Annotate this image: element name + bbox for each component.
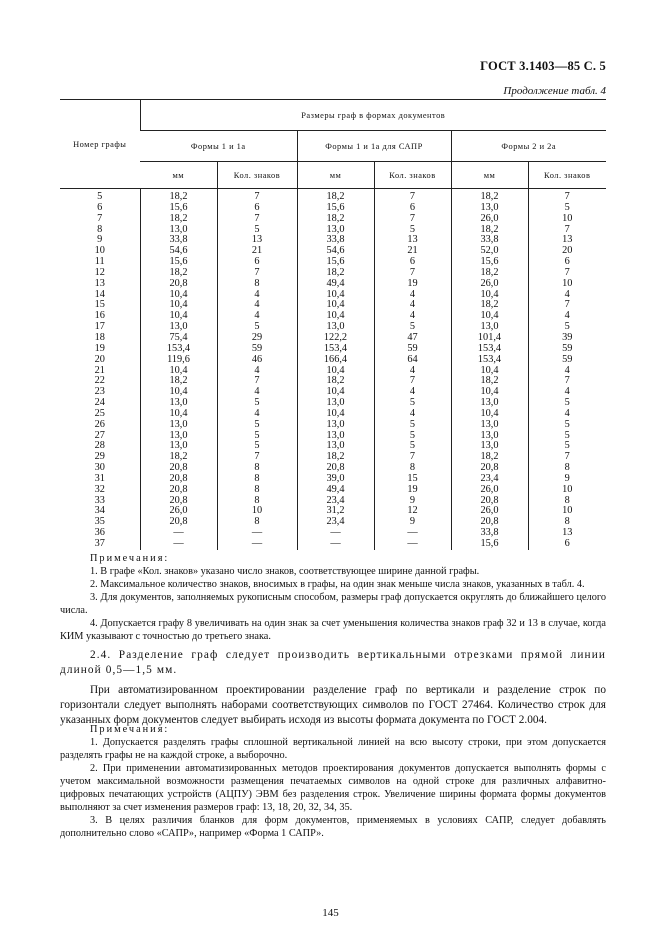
cell-sapr-mm: 49,4 — [297, 279, 374, 290]
cell-form2-mm: 18,2 — [451, 452, 528, 463]
cell-form2-mm: 101,4 — [451, 333, 528, 344]
notes-title: Примечания: — [90, 724, 170, 735]
cell-form2-chars: 8 — [528, 496, 606, 507]
cell-form1-mm: 20,8 — [140, 485, 217, 496]
table-row — [60, 539, 606, 550]
cell-sapr-chars: 7 — [374, 268, 451, 279]
cell-sapr-chars: 5 — [374, 225, 451, 236]
cell-form1-chars: 8 — [217, 485, 297, 496]
cell-form1-chars: 4 — [217, 409, 297, 420]
cell-number: 23 — [94, 386, 105, 398]
cell-sapr-mm: — — [297, 528, 374, 539]
cell-form2-mm: 20,8 — [451, 517, 528, 528]
cell-number: 8 — [97, 223, 103, 235]
cell-number: 19 — [94, 342, 105, 354]
cell-form2-mm: 18,2 — [451, 268, 528, 279]
cell-sapr-chars: 5 — [374, 431, 451, 442]
cell-form1-chars: 4 — [217, 366, 297, 377]
cell-sapr-mm: 10,4 — [297, 387, 374, 398]
table-continuation-label: Продолжение табл. 4 — [503, 85, 606, 97]
cell-sapr-mm: 10,4 — [297, 311, 374, 322]
cell-number: 9 — [97, 234, 103, 246]
cell-form2-mm: 13,0 — [451, 441, 528, 452]
header-form-2: Формы 2 и 2а — [451, 131, 606, 162]
cell-form2-chars: 7 — [528, 268, 606, 279]
cell-number: 36 — [94, 527, 105, 539]
cell-form1-chars: 4 — [217, 290, 297, 301]
cell-sapr-chars: 4 — [374, 311, 451, 322]
header-unit-chars: Кол. знаков — [217, 162, 297, 189]
cell-form2-chars: 5 — [528, 431, 606, 442]
cell-form1-chars: 10 — [217, 506, 297, 517]
cell-form1-mm: 75,4 — [140, 333, 217, 344]
cell-form1-chars: 8 — [217, 279, 297, 290]
cell-form1-mm: 10,4 — [140, 409, 217, 420]
cell-form2-chars: 59 — [528, 355, 606, 366]
cell-form1-mm: 10,4 — [140, 387, 217, 398]
cell-form1-mm: 54,6 — [140, 246, 217, 257]
cell-form1-chars: 6 — [217, 203, 297, 214]
cell-number: 18 — [94, 331, 105, 343]
cell-form1-chars: 59 — [217, 344, 297, 355]
table-row — [60, 214, 606, 225]
cell-form2-mm: 15,6 — [451, 539, 528, 550]
cell-sapr-mm: 13,0 — [297, 398, 374, 409]
cell-form1-mm: 15,6 — [140, 257, 217, 268]
notes-block-1 — [60, 552, 606, 643]
cell-number: 37 — [94, 538, 105, 549]
cell-form1-chars: 7 — [217, 214, 297, 225]
note-item: 4. Допускается графу 8 увеличивать на один знак за счет уменьшения количества знаков граф 32 и 13 в случае, когда КИМ указывают с точностью до третьего знака. — [60, 618, 606, 642]
cell-sapr-chars: 13 — [374, 235, 451, 246]
cell-sapr-chars: 9 — [374, 517, 451, 528]
cell-form2-mm: 13,0 — [451, 420, 528, 431]
cell-form1-chars: 4 — [217, 387, 297, 398]
cell-form1-chars: 5 — [217, 225, 297, 236]
cell-number: 30 — [94, 462, 105, 474]
cell-form2-chars: 7 — [528, 376, 606, 387]
table-row — [60, 189, 606, 203]
cell-form2-chars: 5 — [528, 398, 606, 409]
cell-sapr-chars: 4 — [374, 387, 451, 398]
cell-sapr-chars: 9 — [374, 496, 451, 507]
cell-sapr-chars: 21 — [374, 246, 451, 257]
cell-form2-mm: 13,0 — [451, 203, 528, 214]
cell-number: 20 — [94, 353, 105, 365]
cell-form2-mm: 23,4 — [451, 474, 528, 485]
cell-form2-chars: 7 — [528, 300, 606, 311]
cell-form1-mm: 119,6 — [140, 355, 217, 366]
paragraph-2-4: 2.4. Разделение граф следует производить вертикальными отрезками прямой линии длиной 0,5—1,5 мм. — [60, 649, 606, 676]
cell-form1-mm: 18,2 — [140, 189, 217, 203]
cell-form1-chars: 7 — [217, 376, 297, 387]
cell-number: 28 — [94, 440, 105, 452]
cell-form2-mm: 13,0 — [451, 431, 528, 442]
cell-form2-chars: 20 — [528, 246, 606, 257]
cell-sapr-chars: 7 — [374, 452, 451, 463]
paragraph-automation: При автоматизированном проектировании разделение граф по вертикали и разделение строк по горизонтали следует выполнять наборами соответствующих символов по ГОСТ 27464. Количество строк для указанных форм документов следует выбирать исходя из высоты формата документа по ГОСТ 2.004. — [60, 684, 606, 726]
cell-form2-mm: 10,4 — [451, 311, 528, 322]
cell-number: 31 — [94, 472, 105, 484]
cell-sapr-chars: 6 — [374, 257, 451, 268]
note-item: 3. Для документов, заполняемых рукописным способом, размеры граф допускается округлять до ближайшего целого числа. — [60, 592, 606, 616]
cell-form2-chars: 10 — [528, 214, 606, 225]
cell-sapr-mm: 23,4 — [297, 517, 374, 528]
cell-form1-chars: 8 — [217, 496, 297, 507]
cell-form1-chars: 4 — [217, 300, 297, 311]
cell-sapr-mm: 13,0 — [297, 225, 374, 236]
cell-form2-chars: 6 — [528, 257, 606, 268]
cell-number: 22 — [94, 375, 105, 387]
cell-sapr-mm: 13,0 — [297, 322, 374, 333]
cell-form2-chars: 8 — [528, 517, 606, 528]
cell-number: 12 — [94, 266, 105, 278]
cell-form1-chars: — — [217, 528, 297, 539]
header-unit-mm: мм — [451, 162, 528, 189]
cell-form2-mm: 10,4 — [451, 290, 528, 301]
cell-form2-mm: 10,4 — [451, 387, 528, 398]
cell-number: 33 — [94, 494, 105, 506]
cell-sapr-mm: 13,0 — [297, 420, 374, 431]
cell-sapr-mm: 166,4 — [297, 355, 374, 366]
cell-form1-mm: 10,4 — [140, 366, 217, 377]
cell-sapr-mm: 18,2 — [297, 268, 374, 279]
cell-form1-mm: 13,0 — [140, 431, 217, 442]
cell-form1-mm: 20,8 — [140, 279, 217, 290]
cell-sapr-mm: 15,6 — [297, 203, 374, 214]
cell-form2-mm: 26,0 — [451, 506, 528, 517]
cell-sapr-mm: 23,4 — [297, 496, 374, 507]
cell-number: 21 — [94, 364, 105, 376]
cell-sapr-chars: 4 — [374, 290, 451, 301]
cell-sapr-mm: 153,4 — [297, 344, 374, 355]
cell-number: 26 — [94, 418, 105, 430]
cell-form2-mm: 26,0 — [451, 279, 528, 290]
cell-form1-mm: 18,2 — [140, 214, 217, 225]
cell-form2-chars: 7 — [528, 189, 606, 203]
notes-block-2 — [60, 723, 606, 840]
cell-sapr-mm: 31,2 — [297, 506, 374, 517]
cell-form2-chars: 4 — [528, 409, 606, 420]
cell-sapr-mm: 49,4 — [297, 485, 374, 496]
cell-sapr-mm: 18,2 — [297, 376, 374, 387]
cell-sapr-chars: 7 — [374, 376, 451, 387]
cell-form2-chars: 13 — [528, 528, 606, 539]
cell-sapr-chars: 15 — [374, 474, 451, 485]
cell-form2-mm: 13,0 — [451, 322, 528, 333]
cell-form1-mm: 15,6 — [140, 203, 217, 214]
cell-number: 5 — [97, 191, 103, 202]
cell-sapr-chars: 5 — [374, 420, 451, 431]
cell-form2-mm: 15,6 — [451, 257, 528, 268]
cell-sapr-chars: 47 — [374, 333, 451, 344]
cell-number: 29 — [94, 451, 105, 463]
cell-form1-chars: 7 — [217, 452, 297, 463]
cell-sapr-mm: 122,2 — [297, 333, 374, 344]
cell-sapr-mm: 33,8 — [297, 235, 374, 246]
cell-form1-mm: 20,8 — [140, 496, 217, 507]
cell-form1-mm: 20,8 — [140, 517, 217, 528]
cell-sapr-mm: 39,0 — [297, 474, 374, 485]
cell-form1-mm: 10,4 — [140, 300, 217, 311]
cell-form2-chars: 10 — [528, 506, 606, 517]
cell-number: 10 — [94, 245, 105, 257]
cell-form1-mm: 18,2 — [140, 376, 217, 387]
cell-form2-chars: 8 — [528, 463, 606, 474]
cell-form2-mm: 18,2 — [451, 189, 528, 203]
cell-sapr-chars: 7 — [374, 214, 451, 225]
cell-sapr-chars: 5 — [374, 322, 451, 333]
cell-form2-mm: 18,2 — [451, 376, 528, 387]
cell-sapr-mm: 10,4 — [297, 409, 374, 420]
cell-sapr-chars: 64 — [374, 355, 451, 366]
cell-number: 17 — [94, 321, 105, 333]
cell-form1-mm: 13,0 — [140, 225, 217, 236]
cell-form1-mm: 26,0 — [140, 506, 217, 517]
header-unit-mm: мм — [172, 170, 185, 180]
cell-number: 35 — [94, 516, 105, 528]
cell-sapr-chars: — — [374, 539, 451, 550]
cell-form2-chars: 9 — [528, 474, 606, 485]
cell-sapr-chars: 19 — [374, 485, 451, 496]
cell-form1-chars: 5 — [217, 398, 297, 409]
cell-form1-chars: 8 — [217, 517, 297, 528]
cell-form2-mm: 18,2 — [451, 300, 528, 311]
table-body — [60, 189, 606, 550]
cell-form1-chars: — — [217, 539, 297, 550]
cell-sapr-mm: 13,0 — [297, 431, 374, 442]
cell-number: 25 — [94, 407, 105, 419]
cell-form2-chars: 7 — [528, 452, 606, 463]
cell-form1-chars: 5 — [217, 431, 297, 442]
cell-number: 27 — [94, 429, 105, 441]
cell-form2-mm: 153,4 — [451, 355, 528, 366]
table-row — [60, 420, 606, 431]
header-column-number: Номер графы — [60, 100, 140, 189]
cell-form2-mm: 33,8 — [451, 528, 528, 539]
cell-form2-chars: 4 — [528, 366, 606, 377]
header-unit-chars: Кол. знаков — [374, 162, 451, 189]
cell-sapr-mm: 54,6 — [297, 246, 374, 257]
note-item: 1. В графе «Кол. знаков» указано число знаков, соответствующее ширине данной графы. — [90, 566, 480, 577]
table-row — [60, 279, 606, 290]
cell-form1-chars: 13 — [217, 235, 297, 246]
cell-sapr-mm: 18,2 — [297, 452, 374, 463]
cell-form1-mm: — — [140, 528, 217, 539]
cell-form1-mm: 33,8 — [140, 235, 217, 246]
cell-sapr-chars: 19 — [374, 279, 451, 290]
cell-form2-chars: 5 — [528, 203, 606, 214]
cell-form2-chars: 4 — [528, 311, 606, 322]
cell-number: 11 — [94, 256, 105, 268]
cell-form2-mm: 153,4 — [451, 344, 528, 355]
cell-sapr-mm: 10,4 — [297, 290, 374, 301]
header-group-title: Размеры граф в формах документов — [140, 100, 606, 131]
cell-form2-mm: 20,8 — [451, 463, 528, 474]
note-item: 2. Максимальное количество знаков, вносимых в графы, на один знак меньше числа знаков, указанных в табл. 4. — [90, 579, 585, 590]
notes-title: Примечания: — [90, 553, 170, 564]
cell-sapr-chars: 4 — [374, 300, 451, 311]
cell-number: 7 — [97, 212, 103, 224]
cell-form2-mm: 52,0 — [451, 246, 528, 257]
cell-form1-chars: 46 — [217, 355, 297, 366]
page-number: 145 — [322, 907, 339, 919]
cell-form1-chars: 21 — [217, 246, 297, 257]
cell-form1-chars: 5 — [217, 420, 297, 431]
cell-sapr-chars: — — [374, 528, 451, 539]
cell-form2-chars: 6 — [528, 539, 606, 550]
header-form-1: Формы 1 и 1а — [140, 131, 297, 162]
body-text — [60, 648, 606, 728]
cell-form1-mm: 20,8 — [140, 463, 217, 474]
cell-form1-chars: 7 — [217, 189, 297, 203]
cell-form1-chars: 5 — [217, 441, 297, 452]
note-item: 2. При применении автоматизированных методов проектирования документов допускается выполнять формы с учетом максимальной возможности размещения печатаемых символов на одной строке для различных алфавитно-цифровых печатающих устройств (АЦПУ) ЭВМ без разделения строк. Увеличение ширины формата формы документов выполняют за счет изменения размеров граф: 13, 18, 20, 32, 34, 35. — [60, 763, 606, 813]
header-unit-mm: мм — [297, 162, 374, 189]
cell-form1-mm: 10,4 — [140, 290, 217, 301]
cell-form1-mm: 20,8 — [140, 474, 217, 485]
cell-sapr-chars: 8 — [374, 463, 451, 474]
cell-sapr-chars: 4 — [374, 366, 451, 377]
cell-form2-chars: 4 — [528, 387, 606, 398]
cell-sapr-mm: 20,8 — [297, 463, 374, 474]
cell-form2-mm: 26,0 — [451, 485, 528, 496]
cell-form2-chars: 13 — [528, 235, 606, 246]
table-row — [60, 355, 606, 366]
cell-form1-mm: 153,4 — [140, 344, 217, 355]
cell-form1-chars: 5 — [217, 322, 297, 333]
header-unit-chars: Кол. знаков — [528, 162, 606, 189]
cell-sapr-mm: 15,6 — [297, 257, 374, 268]
cell-form2-chars: 5 — [528, 420, 606, 431]
cell-form2-mm: 20,8 — [451, 496, 528, 507]
note-item: 3. В целях различия бланков для форм документов, применяемых в условиях САПР, следует добавлять дополнительно слово «САПР», например «Форма 1 САПР». — [60, 815, 606, 839]
cell-form2-chars: 10 — [528, 279, 606, 290]
cell-sapr-mm: 10,4 — [297, 366, 374, 377]
cell-form1-mm: 18,2 — [140, 452, 217, 463]
cell-form1-mm: 13,0 — [140, 420, 217, 431]
cell-form1-chars: 8 — [217, 474, 297, 485]
cell-form2-chars: 5 — [528, 441, 606, 452]
cell-number: 32 — [94, 483, 105, 495]
cell-sapr-chars: 7 — [374, 189, 451, 203]
cell-form1-mm: 18,2 — [140, 268, 217, 279]
cell-sapr-mm: 10,4 — [297, 300, 374, 311]
cell-sapr-mm: 13,0 — [297, 441, 374, 452]
cell-form1-mm: 13,0 — [140, 398, 217, 409]
header-form-1-sapr: Формы 1 и 1а для САПР — [297, 131, 451, 162]
cell-sapr-chars: 5 — [374, 441, 451, 452]
note-item: 1. Допускается разделять графы сплошной вертикальной линией на всю высоту строки, при этом допускается разделять графы не на каждой строке, а выборочно. — [60, 737, 606, 761]
table-row — [60, 485, 606, 496]
cell-sapr-mm: 18,2 — [297, 189, 374, 203]
cell-form1-chars: 7 — [217, 268, 297, 279]
cell-form2-chars: 10 — [528, 485, 606, 496]
cell-sapr-chars: 5 — [374, 398, 451, 409]
cell-number: 24 — [94, 397, 105, 409]
cell-form1-chars: 8 — [217, 463, 297, 474]
cell-number: 15 — [94, 299, 105, 311]
cell-form2-chars: 39 — [528, 333, 606, 344]
cell-number: 34 — [94, 505, 105, 517]
cell-form2-chars: 4 — [528, 290, 606, 301]
page-header: ГОСТ 3.1403—85 С. 5 — [480, 59, 606, 73]
cell-form2-chars: 5 — [528, 322, 606, 333]
cell-form2-mm: 18,2 — [451, 225, 528, 236]
cell-form2-mm: 10,4 — [451, 409, 528, 420]
cell-form2-mm: 26,0 — [451, 214, 528, 225]
cell-number: 13 — [94, 277, 105, 289]
cell-sapr-chars: 4 — [374, 409, 451, 420]
cell-form1-chars: 29 — [217, 333, 297, 344]
cell-form1-mm: — — [140, 539, 217, 550]
cell-form1-chars: 6 — [217, 257, 297, 268]
cell-number: 16 — [94, 310, 105, 322]
cell-form1-mm: 13,0 — [140, 322, 217, 333]
cell-sapr-mm: — — [297, 539, 374, 550]
cell-sapr-chars: 59 — [374, 344, 451, 355]
cell-number: 6 — [97, 201, 103, 213]
cell-sapr-chars: 6 — [374, 203, 451, 214]
dimensions-table — [60, 99, 606, 550]
cell-form2-mm: 10,4 — [451, 366, 528, 377]
cell-form1-chars: 4 — [217, 311, 297, 322]
cell-form2-mm: 13,0 — [451, 398, 528, 409]
cell-sapr-chars: 12 — [374, 506, 451, 517]
cell-number: 14 — [94, 288, 105, 300]
cell-form1-mm: 10,4 — [140, 311, 217, 322]
cell-sapr-mm: 18,2 — [297, 214, 374, 225]
cell-form2-chars: 59 — [528, 344, 606, 355]
cell-form1-mm: 13,0 — [140, 441, 217, 452]
cell-form2-chars: 7 — [528, 225, 606, 236]
cell-form2-mm: 33,8 — [451, 235, 528, 246]
